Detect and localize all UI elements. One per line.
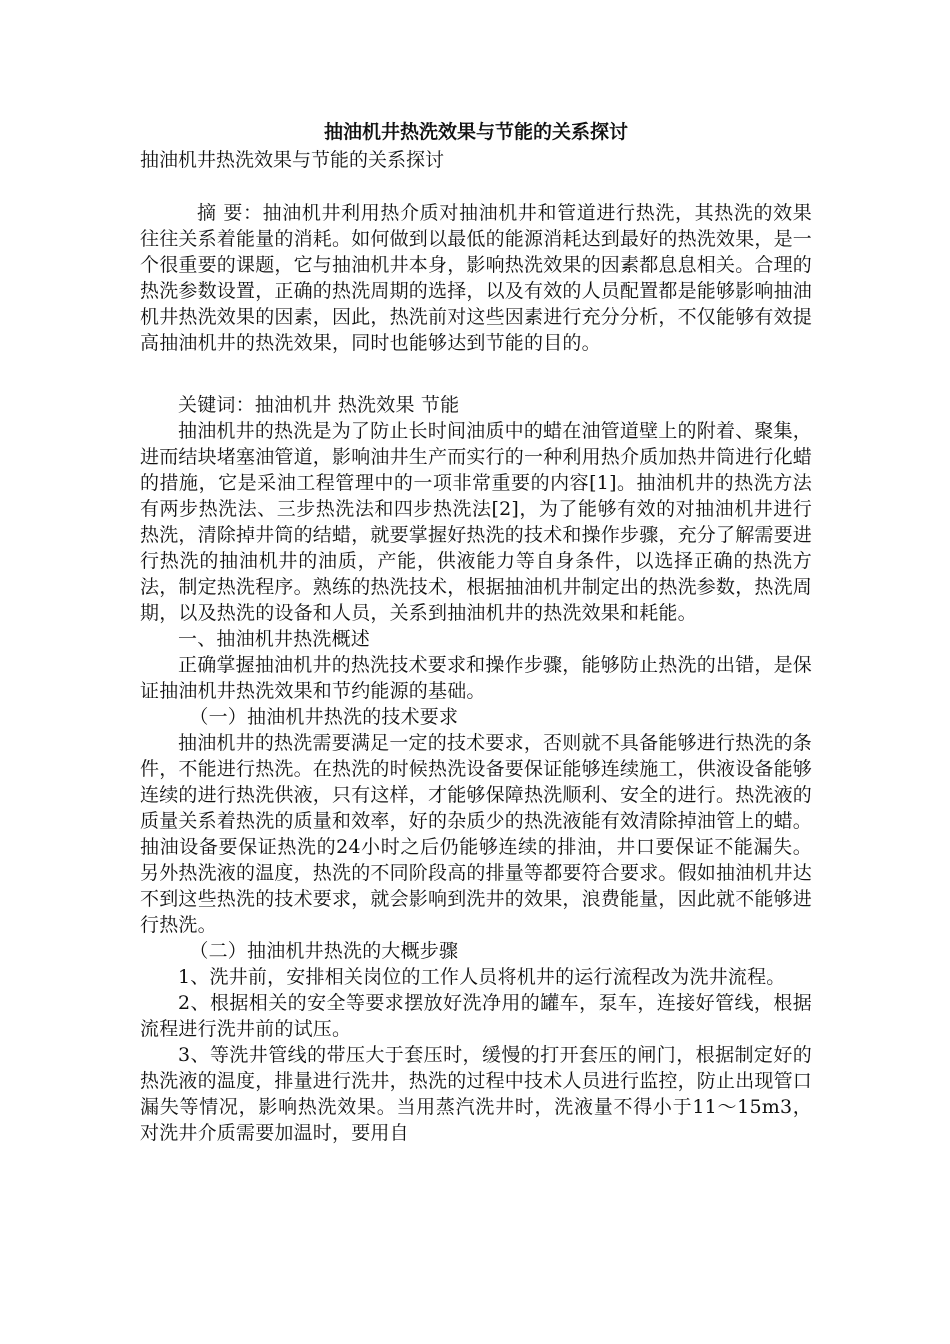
step-paragraph: 3、等洗井管线的带压大于套压时，缓慢的打开套压的闸门，根据制定好的热洗液的温度，排量进行洗井，热洗的过程中技术人员进行监控，防止出现管口漏失等情况，影响热洗效果。当用蒸汽洗井时，洗液量不得小于11～15m3，对洗井介质需要加温时，要用自 — [140, 1044, 813, 1144]
spacer — [140, 174, 812, 200]
spacer — [140, 356, 812, 382]
keywords-line: 关键词：抽油机井 热洗效果 节能 — [178, 394, 460, 416]
document-subtitle: 抽油机井热洗效果与节能的关系探讨 — [140, 149, 445, 171]
step-paragraph: 1、洗井前，安排相关岗位的工作人员将机井的运行流程改为洗井流程。 — [178, 966, 786, 988]
document-page — [140, 118, 812, 1146]
abstract-paragraph: 摘 要：抽油机井利用热介质对抽油机井和管道进行热洗，其热洗的效果往往关系着能量的消耗。如何做到以最低的能源消耗达到最好的热洗效果，是一个很重要的课题，它与抽油机井本身，影响热洗效果的因素都息息相关。合理的热洗参数设置，正确的热洗周期的选择，以及有效的人员配置都是能够影响抽油机井热洗效果的因素，因此，热洗前对这些因素进行充分分析，不仅能够有效提高抽油机井的热洗效果，同时也能够达到节能的目的。 — [140, 202, 813, 354]
document-title: 抽油机井热洗效果与节能的关系探讨 — [323, 121, 628, 143]
subsection-heading: （一）抽油机井热洗的技术要求 — [189, 706, 459, 728]
subsection-heading: （二）抽油机井热洗的大概步骤 — [189, 940, 459, 962]
section-heading: 一、抽油机井热洗概述 — [178, 628, 371, 650]
spacer — [140, 382, 812, 392]
subsection-paragraph: 抽油机井的热洗需要满足一定的技术要求，否则就不具备能够进行热洗的条件，不能进行热洗。在热洗的时候热洗设备要保证能够连续施工，供液设备能够连续的进行热洗供液，只有这样，才能够保障热洗顺利、安全的进行。热洗液的质量关系着热洗的质量和效率，好的杂质少的热洗液能有效清除掉油管上的蜡。抽油设备要保证热洗的24小时之后仍能够连续的排油，井口要保证不能漏失。另外热洗液的温度，热洗的不同阶段高的排量等都要符合要求。假如抽油机井达不到这些热洗的技术要求，就会影响到洗井的效果，浪费能量，因此就不能够进行热洗。 — [140, 732, 813, 936]
section-paragraph: 正确掌握抽油机井的热洗技术要求和操作步骤，能够防止热洗的出错，是保证抽油机井热洗效果和节约能源的基础。 — [140, 654, 812, 702]
intro-paragraph: 抽油机井的热洗是为了防止长时间油质中的蜡在油管道壁上的附着、聚集，进而结块堵塞油管道，影响油井生产而实行的一种利用热介质加热井筒进行化蜡的措施，它是采油工程管理中的一项非常重要的内容[1]。抽油机井的热洗方法有两步热洗法、三步热洗法和四步热洗法[2]，为了能够有效的对抽油机井进行热洗，清除掉井筒的结蜡，就要掌握好热洗的技术和操作步骤，充分了解需要进行热洗的抽油机井的油质，产能，供液能力等自身条件，以选择正确的热洗方法，制定热洗程序。熟练的热洗技术，根据抽油机井制定出的热洗参数，热洗周期，以及热洗的设备和人员，关系到抽油机井的热洗效果和耗能。 — [140, 420, 813, 624]
step-paragraph: 2、根据相关的安全等要求摆放好洗净用的罐车，泵车，连接好管线，根据流程进行洗井前的试压。 — [140, 992, 812, 1040]
